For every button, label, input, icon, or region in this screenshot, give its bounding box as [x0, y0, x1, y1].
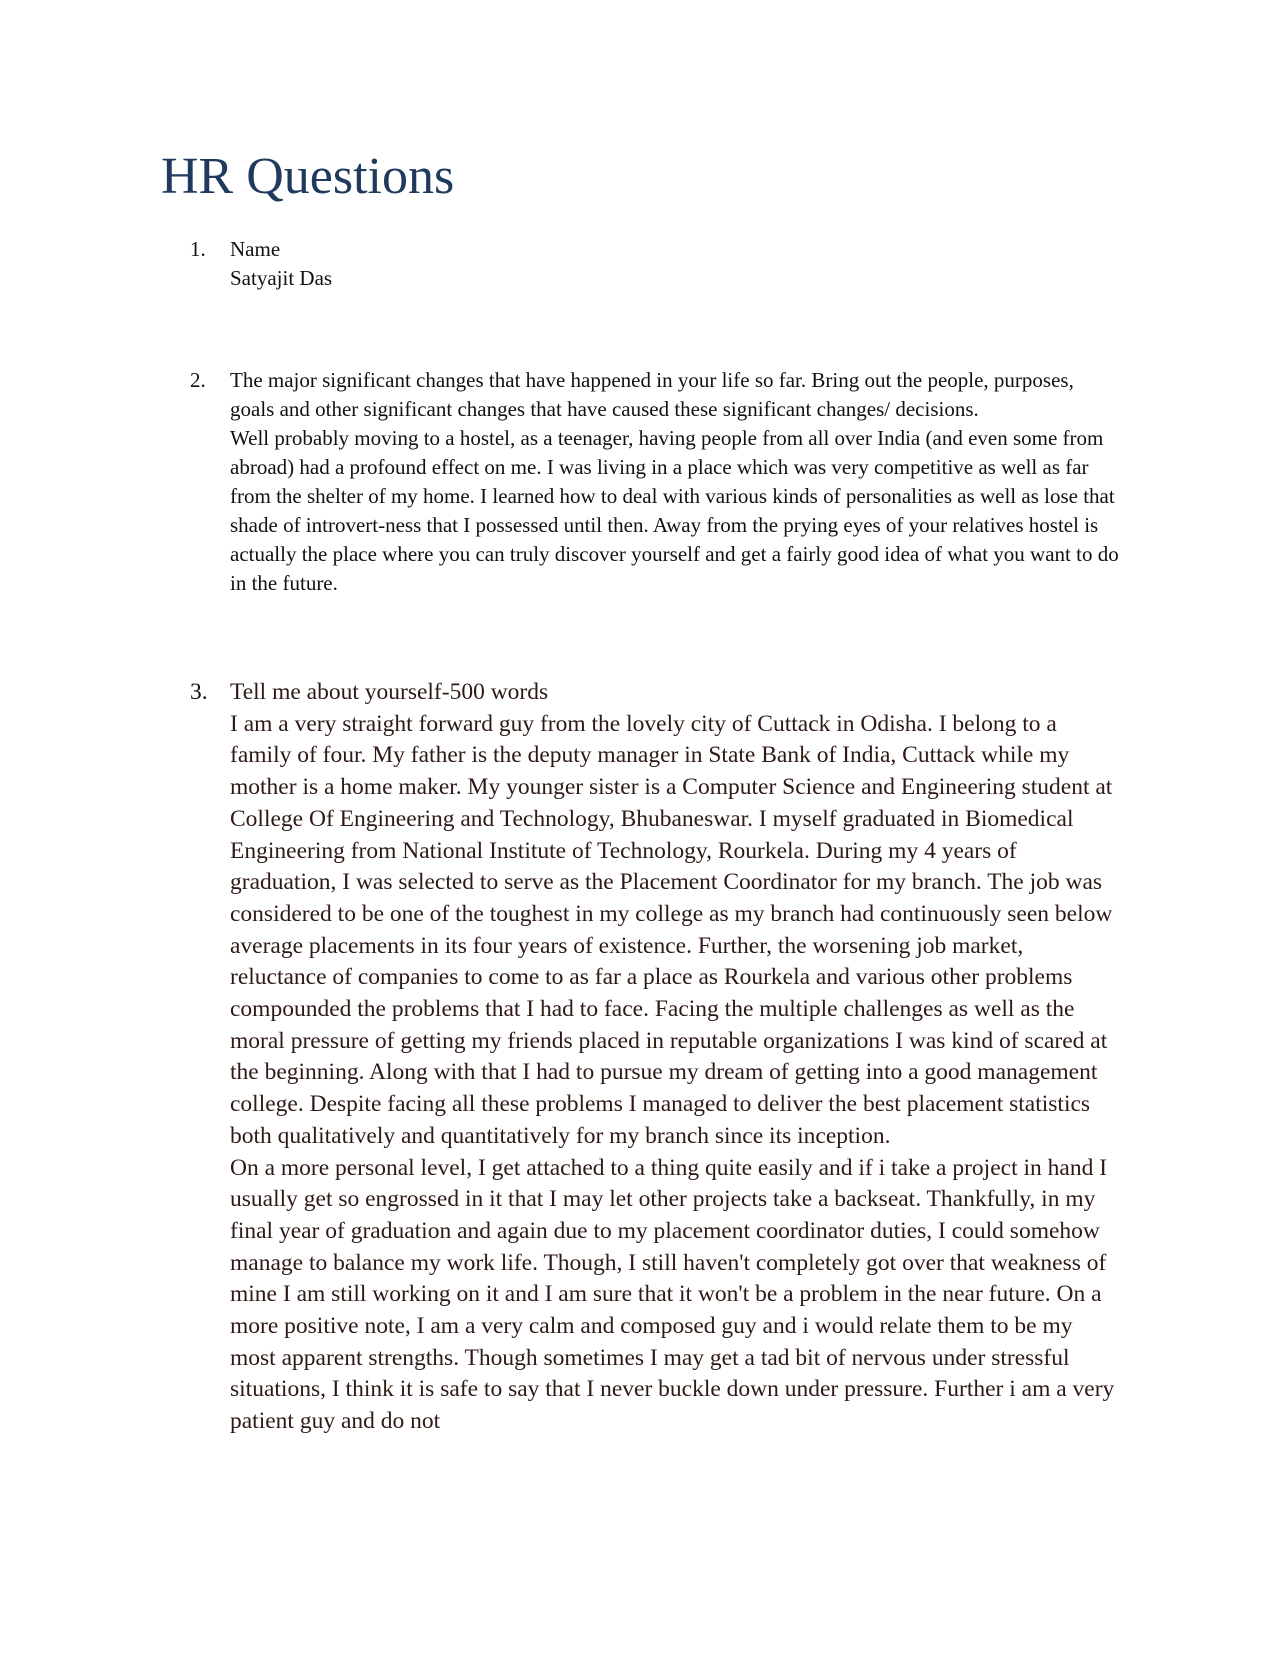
item-body — [230, 235, 1120, 293]
item-question: The major significant changes that have happened in your life so far. Bring out the people, purposes, goals and other significant changes that have caused these significant changes/ decisions. — [230, 368, 1074, 421]
item-answer: Well probably moving to a hostel, as a teenager, having people from all over India (and even some from abroad) had a profound effect on me. I was living in a place which was very competitive as well as far from the shelter of my home. I learned how to deal with various kinds of personalities as well as lose that shade of introvert-ness that I possessed until then. Away from the prying eyes of your relatives hostel is actually the place where you can truly discover yourself and get a fairly good idea of what you want to do in the future. — [230, 426, 1119, 595]
item-question: Tell me about yourself-500 words — [230, 679, 549, 705]
item-answer-paragraph-2: On a more personal level, I get attached to a thing quite easily and if i take a project in hand I usually get so engrossed in it that I may let other projects take a backseat. Thankfully, in my final year of graduation and again due to my placement coordinator duties, I could somehow manage to balance my work life. Though, I still haven't completely got over that weakness of mine I am still working on it and I am sure that it won't be a problem in the near future. On a more positive note, I am a very calm and composed guy and i would relate them to be my most apparent strengths. Though sometimes I may get a tad bit of nervous under stressful situations, I think it is safe to say that I never buckle down under pressure. Further i am a very patient guy and do not — [230, 1154, 1115, 1435]
item-number: 3. — [190, 679, 208, 705]
item-body — [230, 677, 1120, 1438]
item-answer: Satyajit Das — [230, 266, 333, 290]
item-body — [230, 366, 1120, 598]
item-number: 2. — [190, 368, 206, 392]
page-title: HR Questions — [161, 148, 455, 205]
item-answer-paragraph-1: I am a very straight forward guy from the lovely city of Cuttack in Odisha. I belong to a family of four. My father is the deputy manager in State Bank of India, Cuttack while my mother is a home maker. My younger sister is a Computer Science and Engineering student at College Of Engineering and Technology, Bhubaneswar. I myself graduated in Biomedical Engineering from National Institute of Technology, Rourkela. During my 4 years of graduation, I was selected to serve as the Placement Coordinator for my branch. The job was considered to be one of the toughest in my college as my branch had continuously seen below average placements in its four years of existence. Further, the worsening job market, reluctance of companies to come to as far a place as Rourkela and various other problems compounded the problems that I had to face. Facing the multiple challenges as well as the moral pressure of getting my friends placed in reputable organizations I was kind of scared at the beginning. Along with that I had to pursue my dream of getting into a good management college. Despite facing all these problems I managed to deliver the best placement statistics both qualitatively and quantitatively for my branch since its inception. — [230, 710, 1113, 1149]
item-number: 1. — [190, 237, 206, 261]
item-question: Name — [230, 237, 281, 261]
